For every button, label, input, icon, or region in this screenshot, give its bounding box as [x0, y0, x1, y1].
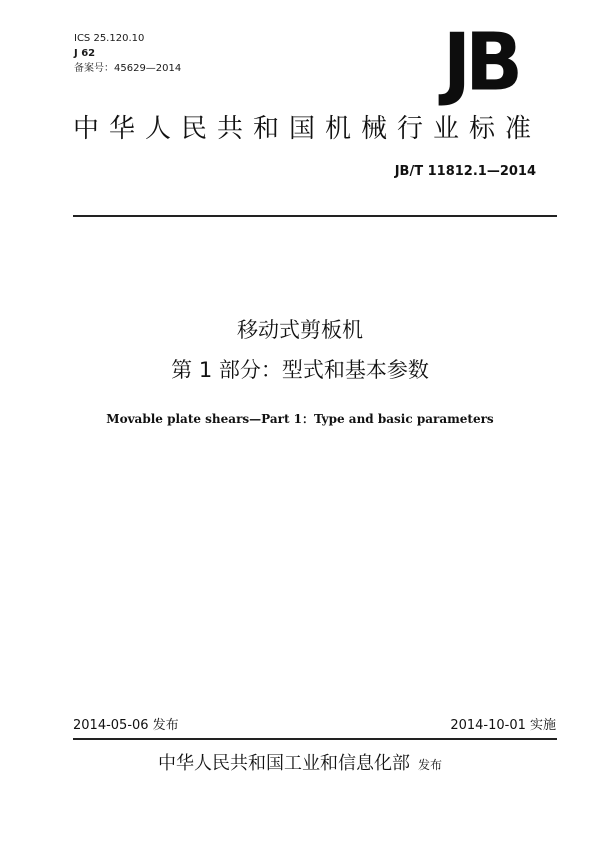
- ics-code: ICS 25.120.10: [74, 33, 145, 44]
- issue-date: 2014-05-06 发布: [73, 718, 179, 733]
- publisher-suffix: 发布: [417, 758, 442, 772]
- publisher-line: [0, 752, 600, 777]
- implementation-date: 2014-10-01 实施: [450, 718, 556, 733]
- document-title-en: Movable plate shears—Part 1：Type and basic parameters: [106, 412, 494, 426]
- record-number: 备案号：45629—2014: [74, 63, 182, 74]
- publisher-name: 中华人民共和国工业和信息化部: [157, 753, 410, 774]
- bottom-divider: [73, 738, 557, 740]
- document-title-cn-line2: 第 1 部分：型式和基本参数: [171, 358, 429, 382]
- standard-category-title: 中华人民共和国机械行业标准: [73, 114, 542, 144]
- jb-logo: JB: [442, 14, 518, 109]
- standard-code: JB/T 11812.1—2014: [394, 164, 536, 179]
- document-title-cn-line1: 移动式剪板机: [237, 318, 363, 342]
- top-divider: [73, 215, 557, 217]
- classification-code: J 62: [74, 48, 96, 59]
